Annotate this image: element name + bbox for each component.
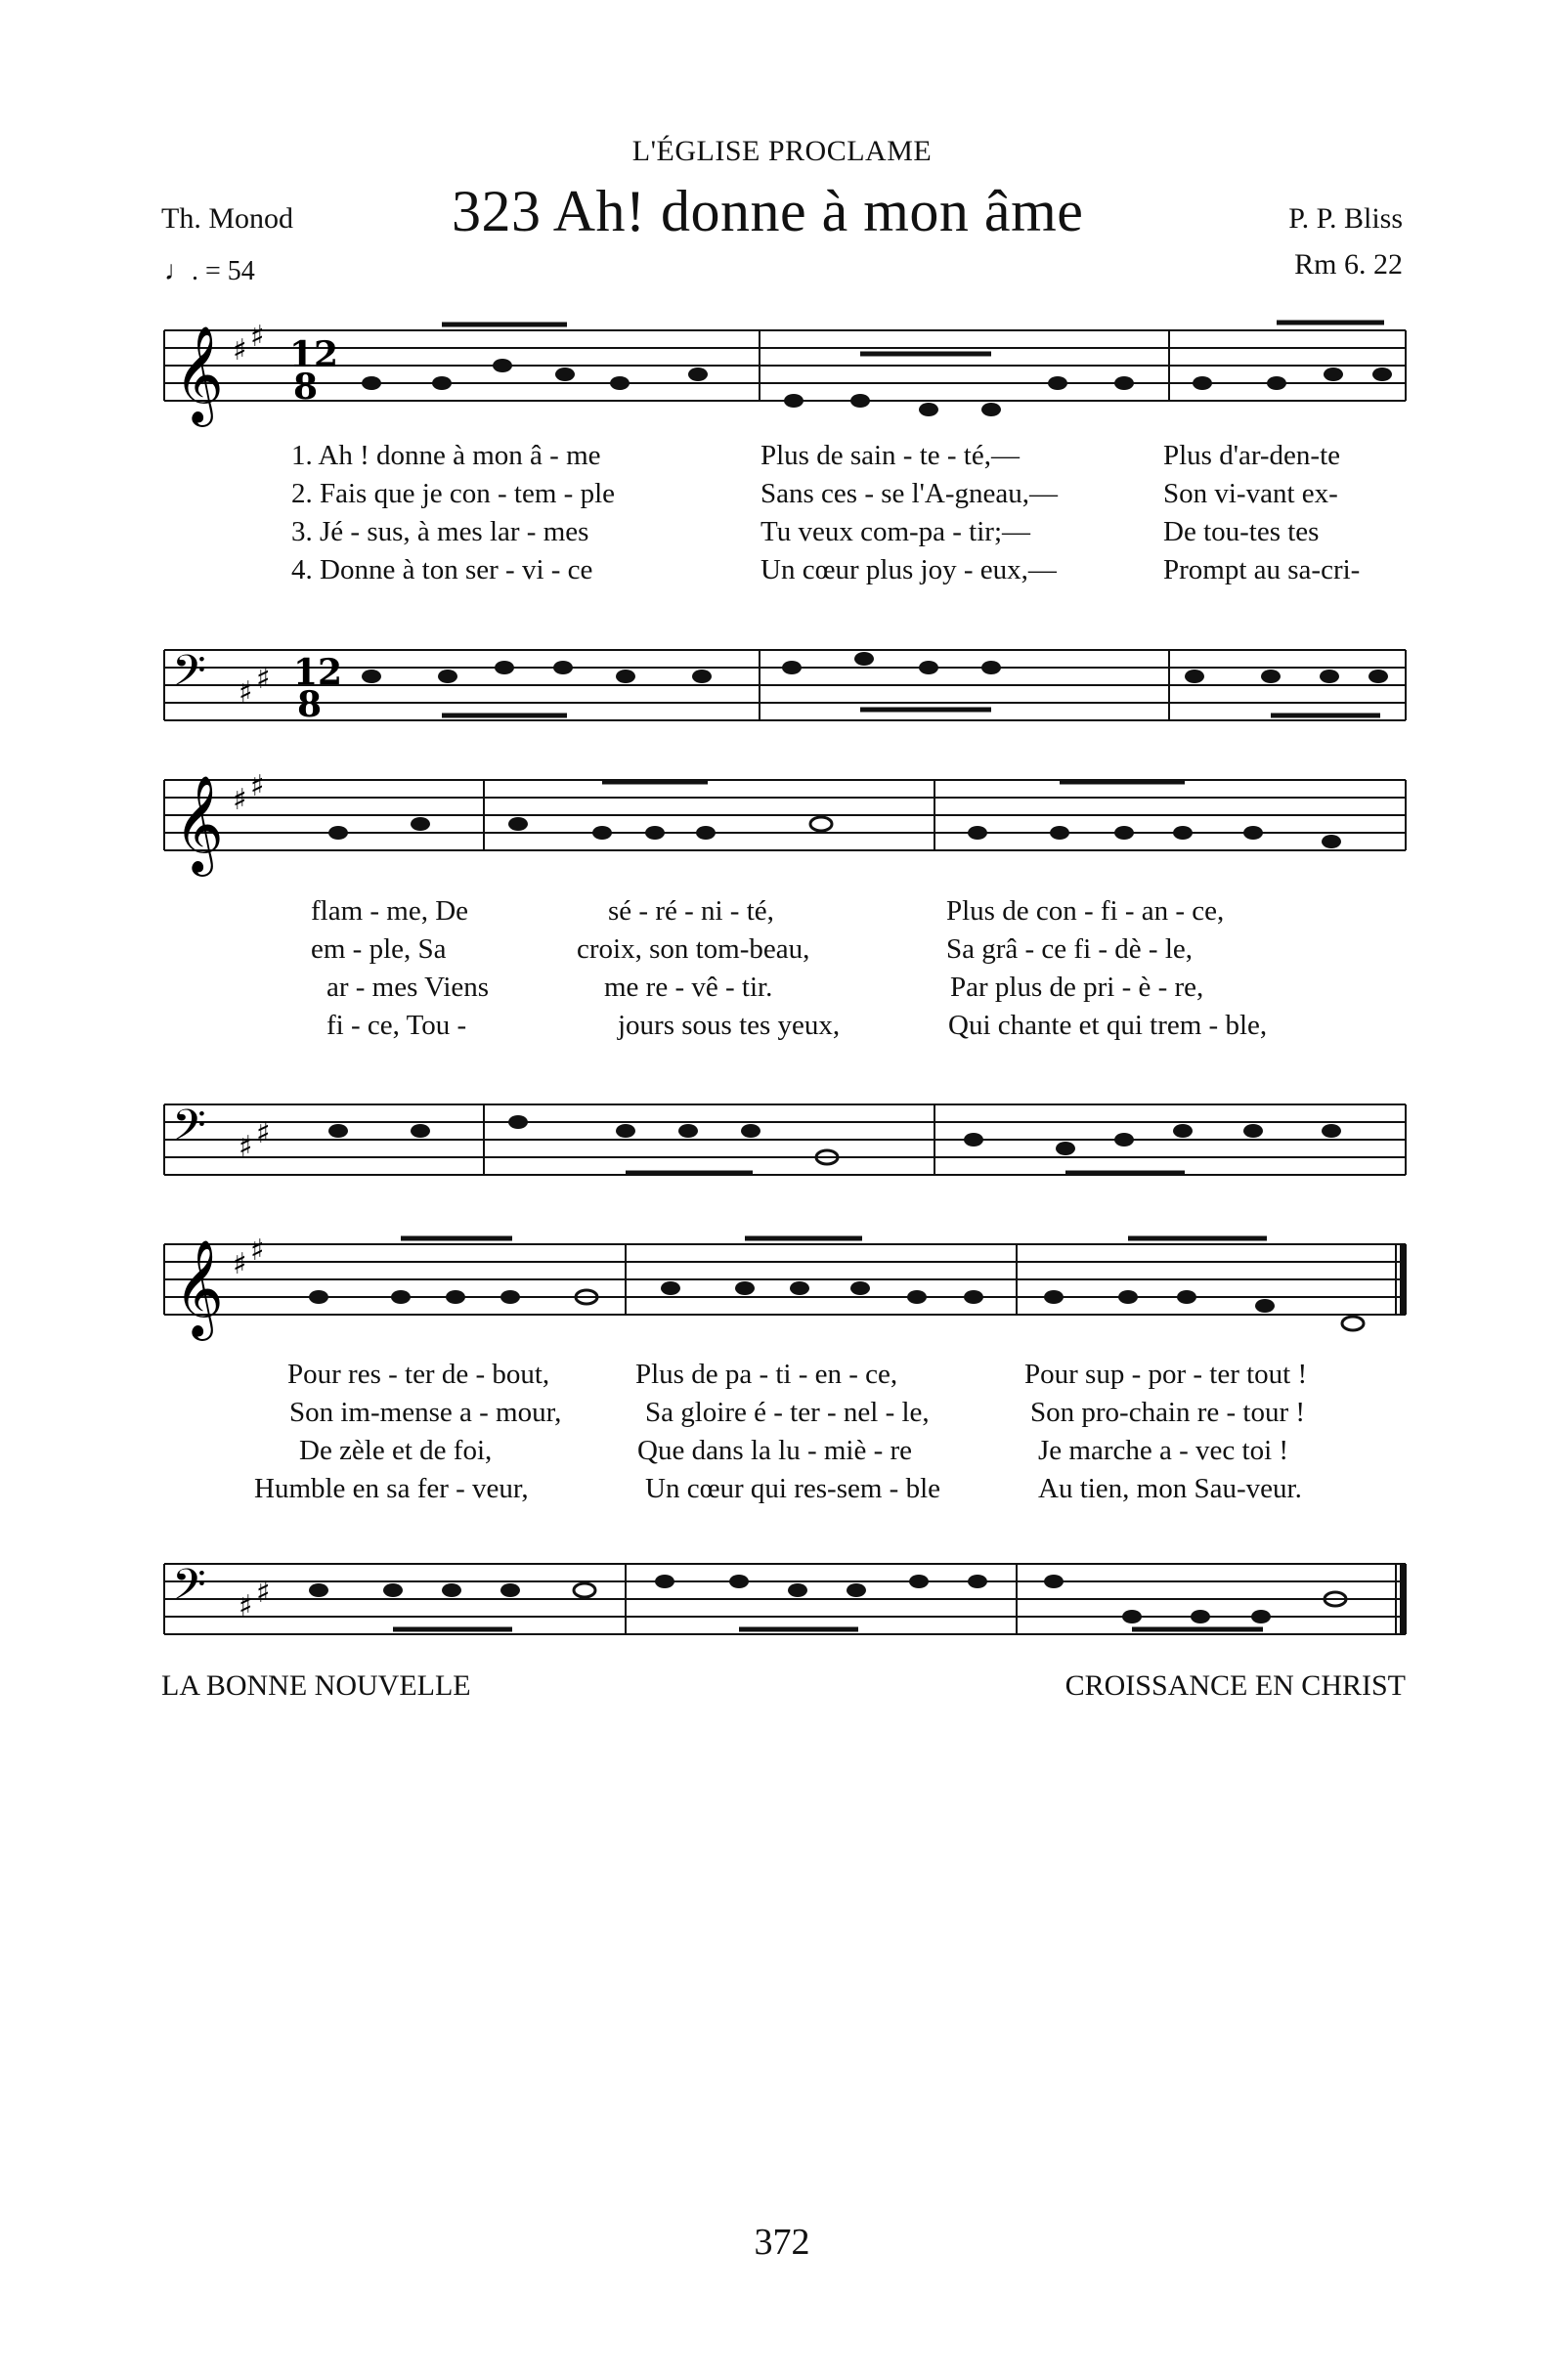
- page-number: 372: [754, 2222, 810, 2263]
- svg-text:8: 8: [293, 367, 319, 408]
- svg-text:♯: ♯: [256, 1576, 271, 1610]
- lyric-line: fi - ce, Tou -: [326, 1010, 467, 1041]
- hymn-title: 323 Ah! donne à mon âme: [452, 179, 1084, 243]
- lyric-line: Je marche a - vec toi !: [1038, 1435, 1289, 1466]
- lyricist: Th. Monod: [161, 202, 293, 235]
- svg-text:𝄢: 𝄢: [172, 1559, 206, 1621]
- lyric-line: 4. Donne à ton ser - vi - ce: [291, 554, 593, 585]
- lyric-line: ar - mes Viens: [326, 972, 490, 1003]
- svg-text:♯: ♯: [256, 1116, 271, 1150]
- lyric-line: Qui chante et qui trem - ble,: [948, 1010, 1268, 1041]
- lyric-line: Un cœur plus joy - eux,—: [760, 554, 1057, 585]
- svg-text:12: 12: [289, 334, 339, 375]
- lyric-line: Plus d'ar-den-te: [1163, 440, 1341, 471]
- lyric-line: Sa grâ - ce fi - dè - le,: [946, 933, 1194, 965]
- system-1-treble-staff: [0, 313, 1564, 430]
- lyric-line: Au tien, mon Sau-veur.: [1038, 1473, 1302, 1504]
- svg-text:♯: ♯: [239, 675, 253, 710]
- lyric-line: sé - ré - ni - té,: [608, 895, 774, 927]
- svg-text:𝄢: 𝄢: [172, 645, 206, 707]
- svg-text:♯: ♯: [250, 320, 265, 354]
- lyric-line: 1. Ah ! donne à mon â - me: [291, 440, 601, 471]
- system-1-bass-staff: [0, 606, 1564, 723]
- svg-text:♯: ♯: [239, 1130, 253, 1164]
- svg-text:♯: ♯: [233, 783, 247, 817]
- lyric-line: Plus de sain - te - té,—: [760, 440, 1020, 471]
- lyric-line: Prompt au sa-cri-: [1163, 554, 1361, 585]
- svg-text:♯: ♯: [239, 1589, 253, 1623]
- lyric-line: Pour res - ter de - bout,: [287, 1359, 550, 1390]
- svg-text:♯: ♯: [250, 1233, 265, 1268]
- lyric-line: Par plus de pri - è - re,: [950, 972, 1204, 1003]
- lyric-line: Un cœur qui res-sem - ble: [645, 1473, 940, 1504]
- svg-text:𝄞: 𝄞: [174, 1239, 224, 1337]
- lyric-line: Son pro-chain re - tour !: [1030, 1397, 1306, 1428]
- svg-text:8: 8: [297, 684, 323, 723]
- lyric-line: em - ple, Sa: [311, 933, 447, 965]
- section-heading: L'ÉGLISE PROCLAME: [631, 135, 933, 167]
- svg-text:♯: ♯: [256, 662, 271, 696]
- lyric-line: Sans ces - se l'A-gneau,—: [760, 478, 1059, 509]
- lyric-line: Pour sup - por - ter tout !: [1024, 1359, 1308, 1390]
- tempo-marking: ♩. = 54: [164, 256, 255, 286]
- svg-text:12: 12: [293, 652, 343, 693]
- system-3-treble-staff: [0, 1227, 1564, 1344]
- system-3-bass-staff: [0, 1520, 1564, 1637]
- lyric-line: Tu veux com-pa - tir;—: [760, 516, 1031, 547]
- lyric-line: 3. Jé - sus, à mes lar - mes: [291, 516, 589, 547]
- lyric-line: flam - me, De: [311, 895, 469, 927]
- lyric-line: 2. Fais que je con - tem - ple: [291, 478, 615, 509]
- lyric-line: Son vi-vant ex-: [1163, 478, 1338, 509]
- footer-category-right: CROISSANCE EN CHRIST: [1064, 1669, 1406, 1702]
- lyric-line: De zèle et de foi,: [299, 1435, 493, 1466]
- system-2-bass-staff: [0, 1060, 1564, 1178]
- svg-text:♯: ♯: [233, 1247, 247, 1281]
- lyric-line: Humble en sa fer - veur,: [254, 1473, 529, 1504]
- scripture-reference: Rm 6. 22: [1294, 248, 1403, 281]
- lyric-line: croix, son tom-beau,: [577, 933, 810, 965]
- lyric-line: Son im-mense a - mour,: [289, 1397, 562, 1428]
- system-2-treble-staff: [0, 762, 1564, 880]
- svg-text:♯: ♯: [250, 769, 265, 803]
- footer-category-left: LA BONNE NOUVELLE: [161, 1669, 471, 1702]
- composer: P. P. Bliss: [1288, 202, 1403, 235]
- lyric-line: me re - vê - tir.: [604, 972, 773, 1003]
- svg-text:𝄞: 𝄞: [174, 325, 224, 423]
- svg-text:𝄞: 𝄞: [174, 775, 224, 873]
- lyric-line: jours sous tes yeux,: [618, 1010, 841, 1041]
- lyric-line: Plus de pa - ti - en - ce,: [635, 1359, 898, 1390]
- lyric-line: Que dans la lu - miè - re: [637, 1435, 913, 1466]
- lyric-line: Plus de con - fi - an - ce,: [946, 895, 1225, 927]
- lyric-line: De tou-tes tes: [1163, 516, 1320, 547]
- svg-text:♯: ♯: [233, 333, 247, 368]
- svg-text:𝄢: 𝄢: [172, 1100, 206, 1161]
- lyric-line: Sa gloire é - ter - nel - le,: [645, 1397, 930, 1428]
